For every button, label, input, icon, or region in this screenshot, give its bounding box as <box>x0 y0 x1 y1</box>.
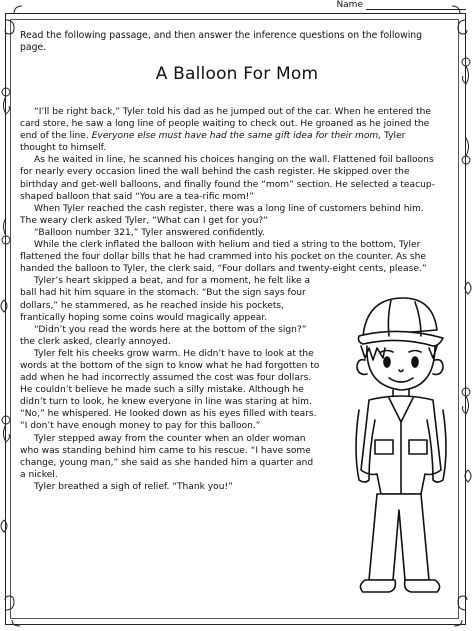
paragraph-10: Tyler breathed a sigh of relief. “Thank you!” <box>34 481 233 492</box>
name-label: Name <box>336 0 363 10</box>
paragraph-3: When Tyler reached the cash register, there was a long line of customers behind him. The weary clerk asked Tyler, “What can I get for you?” <box>20 203 424 226</box>
paragraph-2: As he waited in line, he scanned his choices hanging on the wall. Flattened foil balloons for nearly every occasion lined the wall behind the cash register. He skipped over the birthday and get-well balloons, and finally found the “mom” section. He selected a teacup-shaped balloon that said “You are a tea-rific mom!” <box>20 155 435 202</box>
paragraph-7: “Didn’t you read the words here at the bottom of the sign?” the clerk asked, clearly annoyed. <box>20 324 307 347</box>
paragraph-1-text: “I’ll be right back,” Tyler told his dad as he jumped out of the car. When he entered the card store, he saw a long line of people waiting to check out. He groaned as he joined the end of the line. <box>20 107 431 142</box>
paragraph-1-text-end: Tyler thought to himself. <box>20 131 406 154</box>
paragraph-4: “Balloon number 321,” Tyler answered confidently. <box>34 227 265 238</box>
paragraph-8: Tyler felt his cheeks grow warm. He didn’t have to look at the words at the bottom of the sign to know what he had forgotten to add when he had incorrectly assumed the cost was four dollars. He couldn’t believe he made such a silly mistake. Although he didn’t turn to look, he knew everyone in line was staring at him. “No,” he whispered. He looked down as his eyes filled with tears. “I don’t have enough money to pay for this balloon.” <box>20 348 320 432</box>
passage-title: A Balloon For Mom <box>155 64 319 84</box>
paragraph-6: Tyler’s heart skipped a beat, and for a moment, he felt like a ball had hit him square in the stomach. “But the sign says four dollars,” he stammered, as he reached inside his pockets, frantically hoping some coins would magically appear. <box>20 276 311 323</box>
paragraph-5: While the clerk inflated the balloon with helium and tied a string to the bottom, Tyler flattened the four dollar bills that he had crammed into his pocket on the counter. As she handed the balloon to Tyler, the clerk said, “Four dollars and twenty-eight cents, please.” <box>20 240 427 275</box>
paragraph-9: Tyler stepped away from the counter when an older woman who was standing behind him came to his rescue. “I have some change, young man,” she said as she handed him a quarter and a nickel. <box>20 433 314 480</box>
name-line <box>366 1 466 10</box>
boy-with-cap-illustration-icon <box>329 290 457 600</box>
paragraph-1-thought: Everyone else must have had the same gift idea for their mom, <box>91 131 382 142</box>
directions-text: Read the following passage, and then answer the inference questions on the following page. <box>20 30 423 53</box>
paragraph-1 <box>20 106 440 154</box>
name-row <box>336 0 466 10</box>
